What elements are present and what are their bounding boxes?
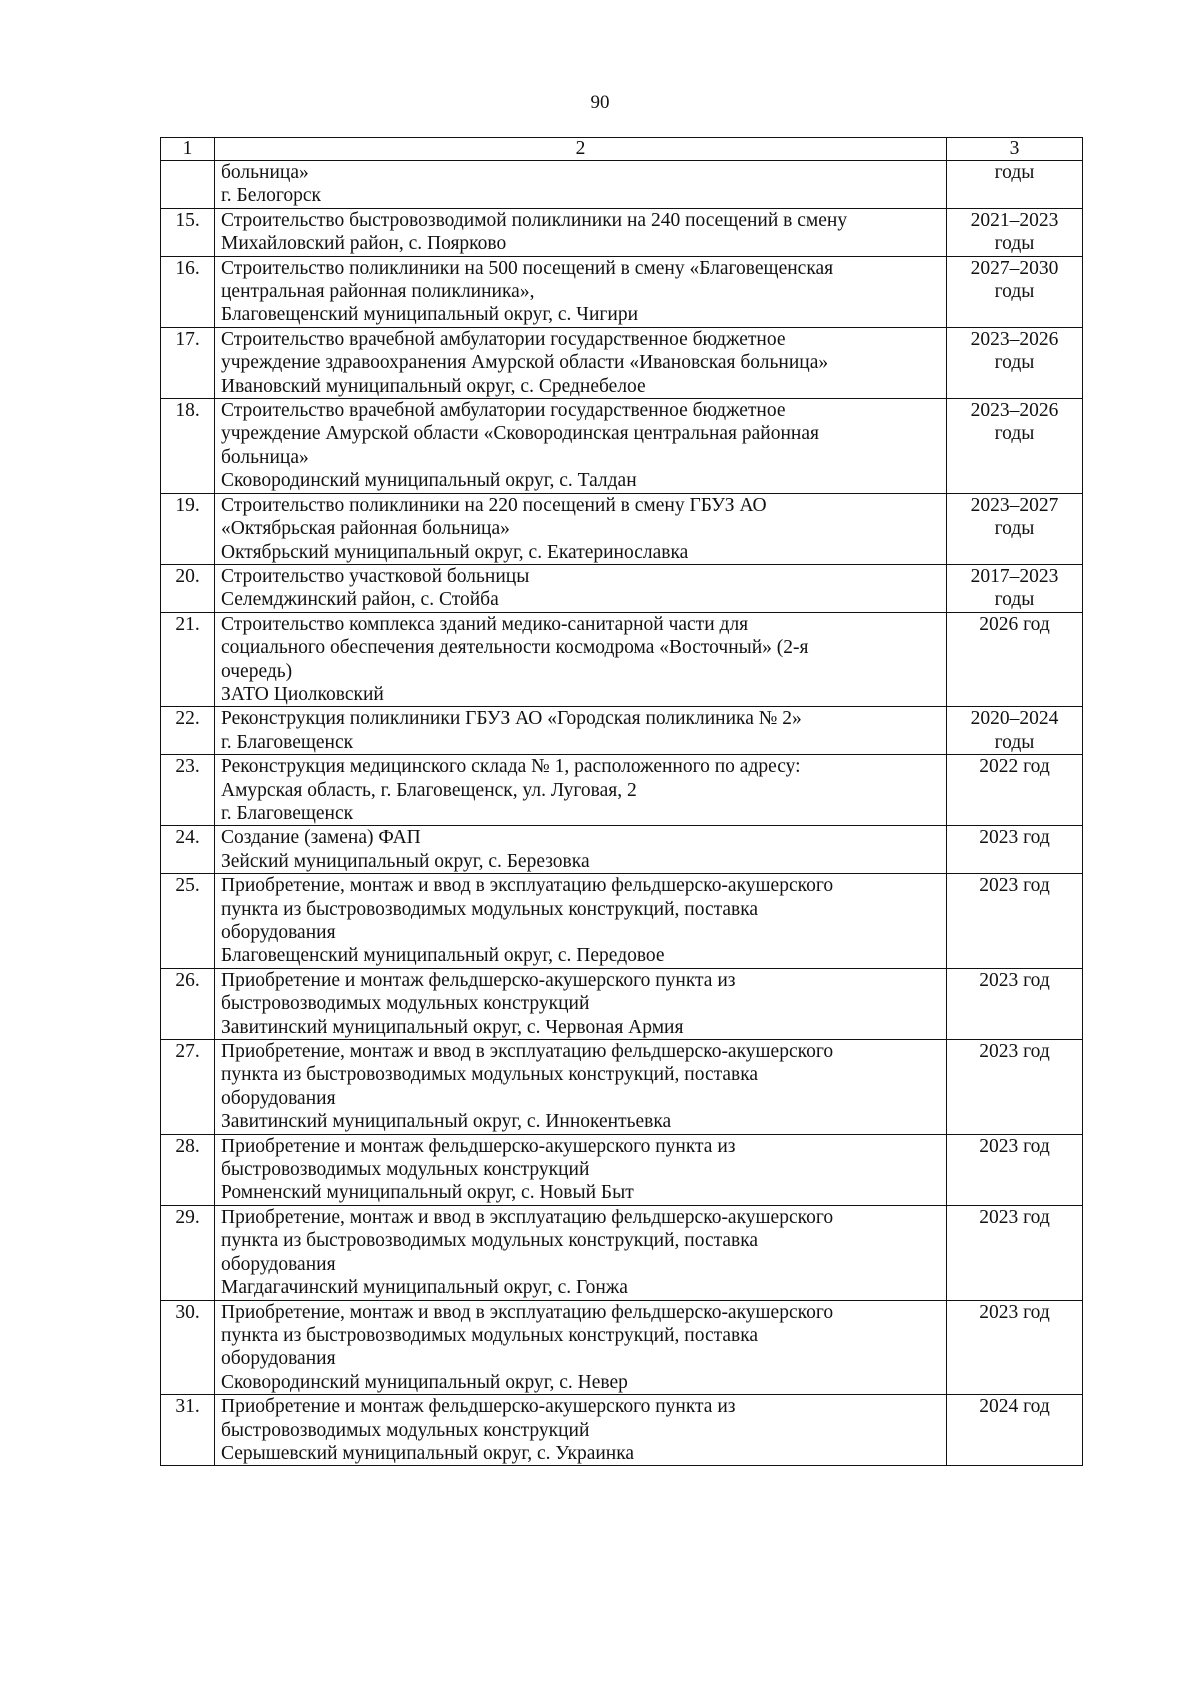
description-line: Завитинский муниципальный округ, с. Иннокентьевка: [221, 1111, 672, 1133]
years-line: годы: [994, 423, 1035, 445]
years-line: годы: [994, 731, 1035, 753]
description-line: Серышевский муниципальный округ, с. Украинка: [221, 1442, 635, 1464]
project-description: [215, 1040, 947, 1135]
years-line: 2023–2027: [970, 494, 1059, 516]
table-row: [161, 493, 1083, 564]
years-line: 2023 год: [979, 969, 1050, 991]
years-line: 2021–2023: [970, 209, 1059, 231]
project-description: [215, 826, 947, 874]
years-line: 2023–2026: [970, 328, 1059, 350]
description-line: Строительство врачебной амбулатории государственное бюджетное: [221, 328, 786, 350]
description-line: Благовещенский муниципальный округ, с. Передовое: [221, 945, 665, 967]
table-row: [161, 968, 1083, 1039]
description-line: оборудования: [221, 1253, 336, 1275]
description-line: Амурская область, г. Благовещенск, ул. Луговая, 2: [221, 779, 637, 801]
description-line: Реконструкция медицинского склада № 1, расположенного по адресу:: [221, 756, 801, 778]
project-years: [947, 707, 1083, 755]
description-line: больница»: [221, 446, 309, 468]
row-number: 27.: [161, 1040, 215, 1135]
description-line: Приобретение и монтаж фельдшерско-акушерского пункта из: [221, 1396, 736, 1418]
years-line: годы: [994, 281, 1035, 303]
description-line: пункта из быстровозводимых модульных конструкций, поставка: [221, 898, 759, 920]
description-line: г. Благовещенск: [221, 731, 354, 753]
project-years: [947, 968, 1083, 1039]
description-line: Зейский муниципальный округ, с. Березовка: [221, 850, 590, 872]
description-line: Приобретение и монтаж фельдшерско-акушерского пункта из: [221, 969, 736, 991]
project-years: [947, 564, 1083, 612]
projects-table: [160, 137, 1083, 1466]
description-line: Строительство участковой больницы: [221, 565, 530, 587]
project-years: [947, 1300, 1083, 1395]
description-line: быстровозводимых модульных конструкций: [221, 993, 590, 1015]
description-line: пункта из быстровозводимых модульных конструкций, поставка: [221, 1064, 759, 1086]
years-line: 2020–2024: [970, 708, 1059, 730]
description-line: очередь): [221, 660, 293, 682]
row-number: 30.: [161, 1300, 215, 1395]
description-line: г. Благовещенск: [221, 802, 354, 824]
description-line: быстровозводимых модульных конструкций: [221, 1419, 590, 1441]
table-row: [161, 1205, 1083, 1300]
table-row: [161, 208, 1083, 256]
description-line: Сковородинский муниципальный округ, с. Талдан: [221, 470, 637, 492]
years-line: 2023 год: [979, 1135, 1050, 1157]
row-number: 18.: [161, 399, 215, 494]
years-line: 2023 год: [979, 827, 1050, 849]
row-number: 22.: [161, 707, 215, 755]
description-line: Ромненский муниципальный округ, с. Новый Быт: [221, 1182, 634, 1204]
table-row: [161, 256, 1083, 327]
row-number: 17.: [161, 327, 215, 398]
project-description: [215, 256, 947, 327]
description-line: Ивановский муниципальный округ, с. Среднебелое: [221, 375, 646, 397]
description-line: больница»: [221, 162, 309, 183]
project-description: [215, 1395, 947, 1466]
description-line: оборудования: [221, 1348, 336, 1370]
project-years: [947, 612, 1083, 707]
row-number: [161, 161, 215, 209]
row-number: 15.: [161, 208, 215, 256]
years-line: 2023 год: [979, 1041, 1050, 1063]
description-line: Приобретение, монтаж и ввод в эксплуатацию фельдшерско-акушерского: [221, 1206, 834, 1228]
years-line: 2026 год: [979, 613, 1050, 635]
description-line: Михайловский район, с. Поярково: [221, 233, 507, 255]
table-row: [161, 399, 1083, 494]
project-years: [947, 256, 1083, 327]
table-row: [161, 327, 1083, 398]
row-number: 23.: [161, 755, 215, 826]
project-description: [215, 968, 947, 1039]
table-body: [161, 138, 1083, 1466]
table-row: [161, 1300, 1083, 1395]
description-line: быстровозводимых модульных конструкций: [221, 1159, 590, 1181]
project-years: [947, 327, 1083, 398]
description-line: Приобретение, монтаж и ввод в эксплуатацию фельдшерско-акушерского: [221, 875, 834, 897]
row-number: 21.: [161, 612, 215, 707]
header-col-1: 1: [161, 138, 215, 161]
table-row: [161, 564, 1083, 612]
project-years: [947, 1395, 1083, 1466]
project-years: [947, 874, 1083, 969]
years-line: 2023 год: [979, 1206, 1050, 1228]
description-line: г. Белогорск: [221, 185, 322, 207]
years-line: 2023 год: [979, 1301, 1050, 1323]
description-line: ЗАТО Циолковский: [221, 683, 384, 705]
description-line: центральная районная поликлиника»,: [221, 281, 535, 303]
project-years: [947, 161, 1083, 209]
table-row: [161, 1040, 1083, 1135]
project-description: [215, 874, 947, 969]
description-line: Создание (замена) ФАП: [221, 827, 421, 849]
project-years: [947, 1205, 1083, 1300]
description-line: Строительство комплекса зданий медико-санитарной части для: [221, 613, 749, 635]
project-description: [215, 161, 947, 209]
table-row: [161, 1134, 1083, 1205]
table-row: [161, 1395, 1083, 1466]
row-number: 25.: [161, 874, 215, 969]
project-description: [215, 564, 947, 612]
description-line: социального обеспечения деятельности космодрома «Восточный» (2-я: [221, 637, 809, 659]
project-description: [215, 1205, 947, 1300]
project-years: [947, 493, 1083, 564]
description-line: Благовещенский муниципальный округ, с. Чигири: [221, 304, 639, 326]
description-line: Завитинский муниципальный округ, с. Червоная Армия: [221, 1016, 684, 1038]
page-number: 90: [590, 92, 610, 113]
project-description: [215, 612, 947, 707]
project-description: [215, 493, 947, 564]
description-line: оборудования: [221, 1087, 336, 1109]
description-line: Приобретение, монтаж и ввод в эксплуатацию фельдшерско-акушерского: [221, 1041, 834, 1063]
project-years: [947, 1040, 1083, 1135]
project-description: [215, 399, 947, 494]
table-row: [161, 874, 1083, 969]
header-col-3: 3: [947, 138, 1083, 161]
description-line: Строительство поликлиники на 500 посещений в смену «Благовещенская: [221, 257, 834, 279]
years-line: 2023 год: [979, 875, 1050, 897]
row-number: 16.: [161, 256, 215, 327]
description-line: Приобретение и монтаж фельдшерско-акушерского пункта из: [221, 1135, 736, 1157]
description-line: оборудования: [221, 922, 336, 943]
description-line: Реконструкция поликлиники ГБУЗ АО «Городская поликлиника № 2»: [221, 708, 802, 730]
table-row: [161, 755, 1083, 826]
project-years: [947, 1134, 1083, 1205]
years-line: 2022 год: [979, 756, 1050, 778]
table-header-row: [161, 138, 1083, 161]
project-years: [947, 208, 1083, 256]
description-line: Селемджинский район, с. Стойба: [221, 589, 499, 611]
row-number: 28.: [161, 1134, 215, 1205]
description-line: учреждение здравоохранения Амурской области «Ивановская больница»: [221, 352, 829, 374]
project-description: [215, 755, 947, 826]
project-years: [947, 826, 1083, 874]
project-description: [215, 707, 947, 755]
table-row: [161, 161, 1083, 209]
years-line: годы: [994, 162, 1035, 183]
description-line: Строительство поликлиники на 220 посещений в смену ГБУЗ АО: [221, 494, 767, 516]
header-col-2: 2: [215, 138, 947, 161]
row-number: 26.: [161, 968, 215, 1039]
project-description: [215, 208, 947, 256]
table-row: [161, 612, 1083, 707]
years-line: годы: [994, 589, 1035, 611]
project-description: [215, 1134, 947, 1205]
description-line: Приобретение, монтаж и ввод в эксплуатацию фельдшерско-акушерского: [221, 1301, 834, 1323]
description-line: «Октябрьская районная больница»: [221, 518, 510, 540]
years-line: 2027–2030: [970, 257, 1059, 279]
years-line: 2023–2026: [970, 400, 1059, 422]
row-number: 19.: [161, 493, 215, 564]
description-line: Строительство врачебной амбулатории государственное бюджетное: [221, 400, 786, 422]
description-line: Магдагачинский муниципальный округ, с. Гонжа: [221, 1277, 628, 1299]
description-line: Строительство быстровозводимой поликлиники на 240 посещений в смену: [221, 209, 848, 231]
description-line: Октябрьский муниципальный округ, с. Екатеринославка: [221, 541, 689, 563]
years-line: 2024 год: [979, 1396, 1050, 1418]
project-years: [947, 755, 1083, 826]
description-line: Сковородинский муниципальный округ, с. Невер: [221, 1371, 628, 1393]
years-line: годы: [994, 518, 1035, 540]
description-line: учреждение Амурской области «Сковородинская центральная районная: [221, 423, 819, 445]
description-line: пункта из быстровозводимых модульных конструкций, поставка: [221, 1324, 759, 1346]
row-number: 24.: [161, 826, 215, 874]
years-line: годы: [994, 352, 1035, 374]
row-number: 20.: [161, 564, 215, 612]
years-line: годы: [994, 233, 1035, 255]
row-number: 31.: [161, 1395, 215, 1466]
row-number: 29.: [161, 1205, 215, 1300]
description-line: пункта из быстровозводимых модульных конструкций, поставка: [221, 1230, 759, 1252]
years-line: 2017–2023: [970, 565, 1059, 587]
table-row: [161, 826, 1083, 874]
project-description: [215, 327, 947, 398]
project-description: [215, 1300, 947, 1395]
project-years: [947, 399, 1083, 494]
table-row: [161, 707, 1083, 755]
